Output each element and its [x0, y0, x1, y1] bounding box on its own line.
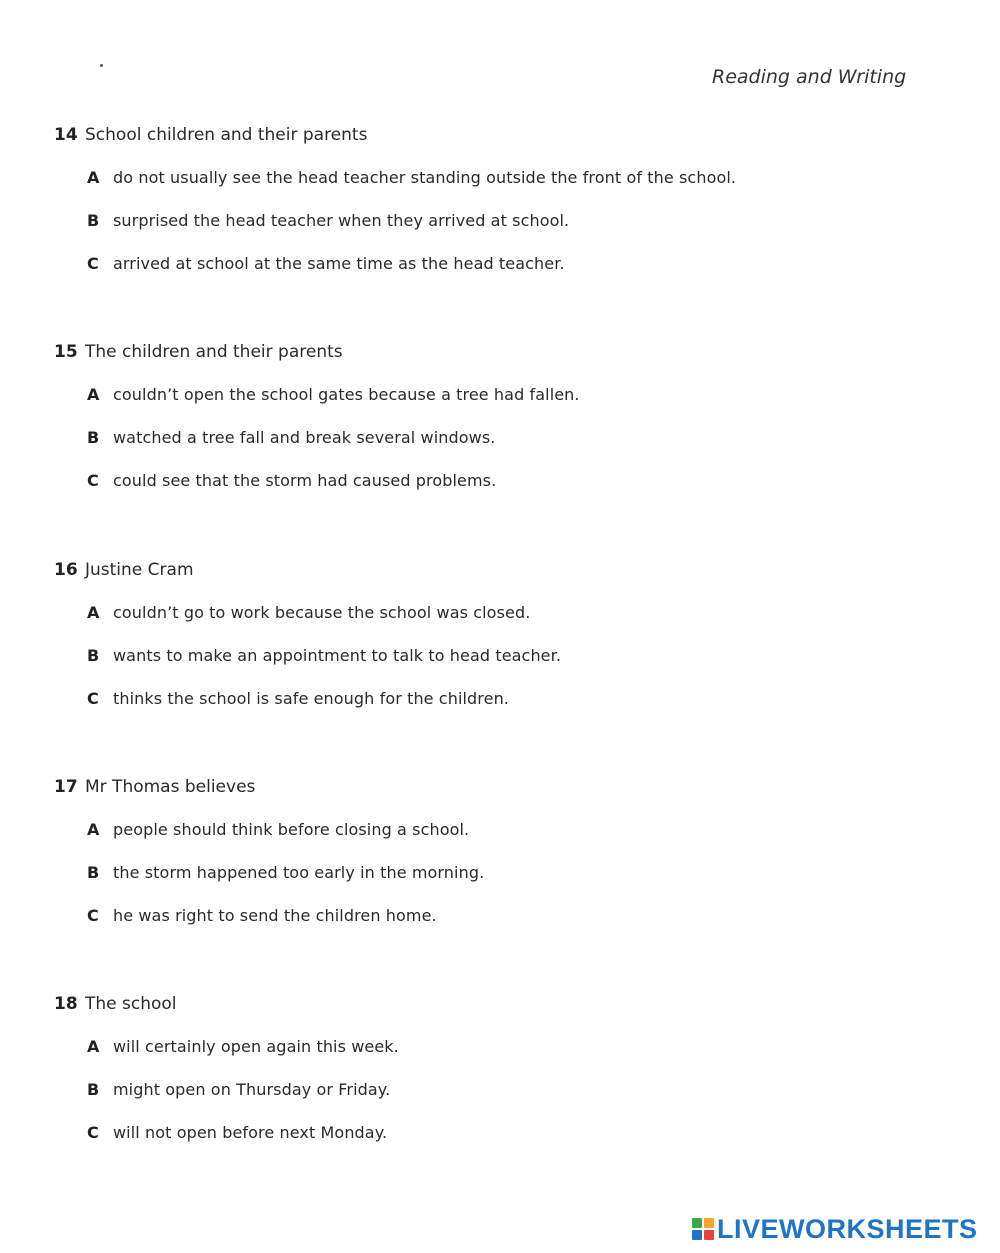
option-letter: C [87, 254, 99, 273]
answer-option-a[interactable] [87, 384, 954, 406]
question-stem [54, 776, 954, 798]
question-stem-text: Mr Thomas believes [85, 777, 256, 797]
option-letter: B [87, 863, 100, 882]
option-text: he was right to send the children home. [113, 906, 437, 925]
logo-square-green [692, 1218, 702, 1228]
option-text: people should think before closing a school. [113, 820, 470, 839]
option-text: couldn’t open the school gates because a tree had fallen. [113, 385, 580, 404]
answer-option-b[interactable] [87, 427, 954, 449]
option-text: couldn’t go to work because the school was closed. [113, 603, 531, 622]
answer-option-a[interactable] [87, 1036, 954, 1058]
liveworksheets-logo-icon [692, 1218, 714, 1240]
option-letter: A [87, 168, 100, 187]
option-letter: A [87, 1037, 100, 1056]
logo-square-blue [692, 1230, 702, 1240]
answer-option-b[interactable] [87, 862, 954, 884]
option-text: might open on Thursday or Friday. [113, 1080, 391, 1099]
answer-option-c[interactable] [87, 1122, 954, 1144]
question-number: 16 [54, 560, 78, 580]
question-stem-text: The school [85, 994, 177, 1014]
answer-option-c[interactable] [87, 470, 954, 492]
option-letter: B [87, 1080, 100, 1099]
question-stem [54, 341, 954, 363]
option-letter: B [87, 428, 100, 447]
page-header-title: Reading and Writing [712, 66, 907, 88]
option-letter: A [87, 820, 100, 839]
option-text: watched a tree fall and break several windows. [113, 428, 496, 447]
option-letter: C [87, 689, 99, 708]
answer-option-c[interactable] [87, 688, 954, 710]
question-15 [54, 341, 954, 492]
logo-square-red [704, 1230, 714, 1240]
answer-option-b[interactable] [87, 1079, 954, 1101]
answer-option-a[interactable] [87, 602, 954, 624]
logo-text: LIVEWORKSHEETS [717, 1213, 978, 1244]
option-text: thinks the school is safe enough for the children. [113, 689, 509, 708]
liveworksheets-logo[interactable] [692, 1214, 978, 1244]
question-number: 14 [54, 125, 78, 145]
option-text: surprised the head teacher when they arrived at school. [113, 211, 570, 230]
question-stem [54, 993, 954, 1015]
option-letter: B [87, 646, 100, 665]
option-text: arrived at school at the same time as the head teacher. [113, 254, 565, 273]
option-letter: C [87, 1123, 99, 1142]
question-stem [54, 124, 954, 146]
answer-option-b[interactable] [87, 645, 954, 667]
option-text: wants to make an appointment to talk to head teacher. [113, 646, 562, 665]
option-text: will not open before next Monday. [113, 1123, 388, 1142]
question-18 [54, 993, 954, 1144]
option-text: the storm happened too early in the morning. [113, 863, 485, 882]
question-number: 18 [54, 994, 78, 1014]
answer-option-c[interactable] [87, 905, 954, 927]
question-16 [54, 559, 954, 710]
answer-option-c[interactable] [87, 253, 954, 275]
answer-option-a[interactable] [87, 819, 954, 841]
question-stem [54, 559, 954, 581]
option-text: could see that the storm had caused problems. [113, 471, 497, 490]
logo-square-orange [704, 1218, 714, 1228]
question-14 [54, 124, 954, 275]
option-text: will certainly open again this week. [113, 1037, 399, 1056]
question-stem-text: Justine Cram [85, 560, 194, 580]
option-letter: B [87, 211, 100, 230]
question-stem-text: The children and their parents [85, 342, 343, 362]
question-stem-text: School children and their parents [85, 125, 368, 145]
answer-option-a[interactable] [87, 167, 954, 189]
question-number: 17 [54, 777, 78, 797]
option-text: do not usually see the head teacher standing outside the front of the school. [113, 168, 737, 187]
stray-dot-mark [100, 64, 103, 67]
option-letter: C [87, 471, 99, 490]
question-17 [54, 776, 954, 927]
question-number: 15 [54, 342, 78, 362]
option-letter: C [87, 906, 99, 925]
answer-option-b[interactable] [87, 210, 954, 232]
option-letter: A [87, 385, 100, 404]
option-letter: A [87, 603, 100, 622]
